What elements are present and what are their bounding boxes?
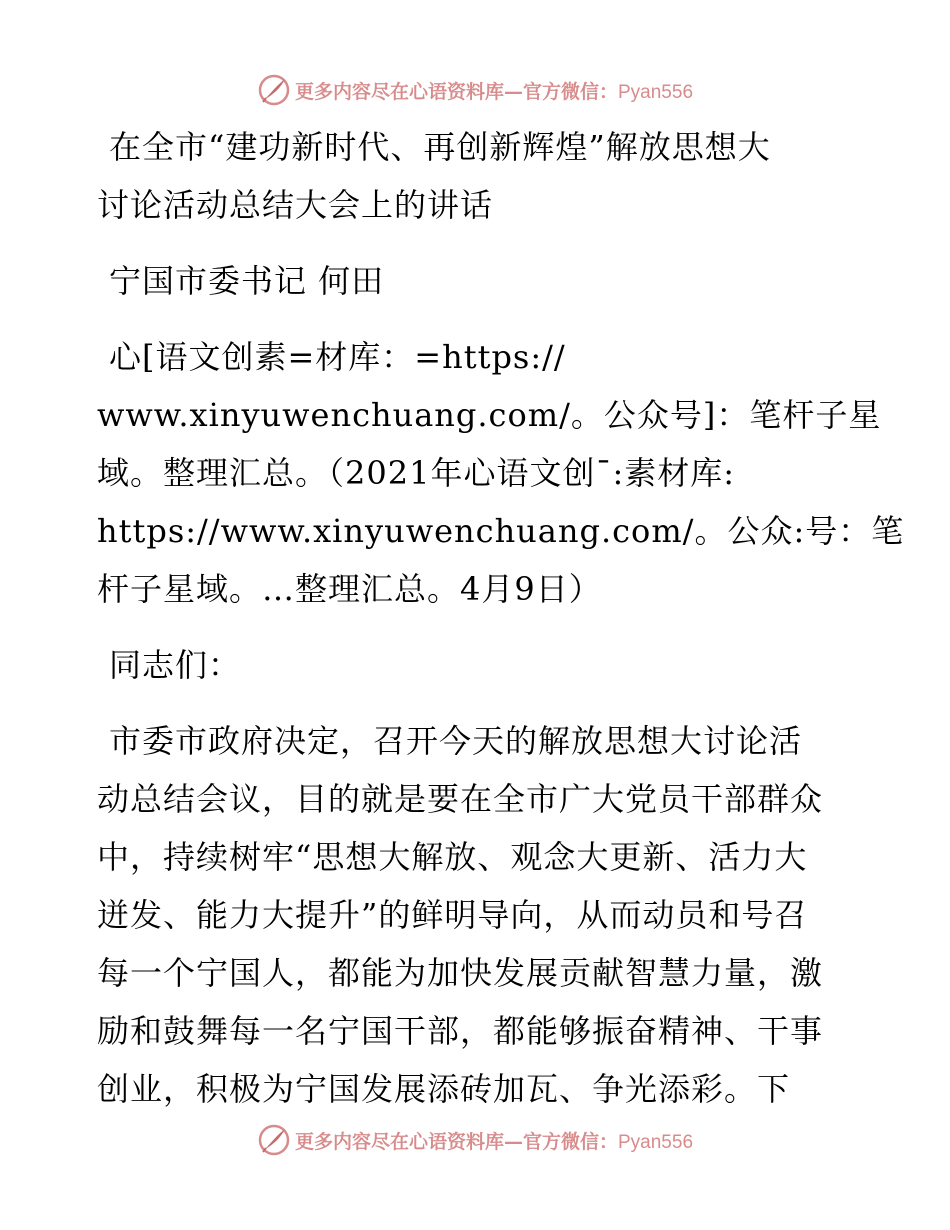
- body-paragraph: [97, 712, 857, 1118]
- footer-watermark-slogan: 更多内容尽在心语资料库: [294, 1130, 504, 1153]
- source-note: [97, 328, 905, 618]
- feather-pen-logo-icon: [257, 73, 291, 107]
- paragraph-line: 励和鼓舞每一名宁国干部，都能够振奋精神、干事: [97, 1012, 824, 1050]
- header-watermark-wechat-id: Pyan556: [618, 81, 694, 103]
- paragraph-line: 迸发、能力大提升”的鲜明导向，从而动员和号召: [97, 896, 808, 934]
- header-watermark-text: [295, 77, 693, 104]
- document-title: [97, 118, 857, 234]
- header-watermark-separator: —: [503, 80, 523, 103]
- document-body: [97, 118, 905, 1118]
- paragraph-line: 市委市政府决定，召开今天的解放思想大讨论活: [109, 722, 803, 760]
- salutation: 同志们：: [109, 646, 242, 684]
- source-line: 心[语文创素=材库：=https://: [109, 338, 566, 376]
- footer-watermark-separator: —: [503, 1130, 523, 1153]
- footer-watermark-text: [295, 1127, 693, 1154]
- source-line: www.xinyuwenchuang.com/。公众号]：笔杆子星: [97, 396, 882, 434]
- author-line: 宁国市委书记 何田: [109, 262, 385, 300]
- paragraph-line: 创业，积极为宁国发展添砖加瓦、争光添彩。下: [97, 1070, 791, 1108]
- footer-watermark-banner: [0, 1120, 950, 1160]
- footer-watermark-wechat-label: 官方微信：: [522, 1130, 618, 1153]
- header-watermark-group: [257, 73, 693, 107]
- source-line: 域。整理汇总。（2021年心语文创¯:素材库:: [97, 454, 736, 492]
- paragraph-line: 中，持续树牢“思想大解放、观念大更新、活力大: [97, 838, 808, 876]
- title-line: 讨论活动总结大会上的讲话: [97, 186, 494, 224]
- source-line: https://www.xinyuwenchuang.com/。公众:号：笔: [97, 512, 905, 550]
- paragraph-line: 每一个宁国人，都能为加快发展贡献智慧力量，激: [97, 954, 824, 992]
- title-line: 在全市“建功新时代、再创新辉煌”解放思想大: [109, 128, 771, 166]
- header-watermark-slogan: 更多内容尽在心语资料库: [294, 80, 504, 103]
- footer-watermark-group: [257, 1123, 693, 1157]
- footer-watermark-wechat-id: Pyan556: [618, 1131, 694, 1153]
- feather-pen-logo-icon: [257, 1123, 291, 1157]
- source-line: 杆子星域。…整理汇总。4月9日）: [97, 570, 602, 608]
- header-watermark-wechat-label: 官方微信：: [522, 80, 618, 103]
- header-watermark-banner: [0, 70, 950, 110]
- paragraph-line: 动总结会议，目的就是要在全市广大党员干部群众: [97, 780, 824, 818]
